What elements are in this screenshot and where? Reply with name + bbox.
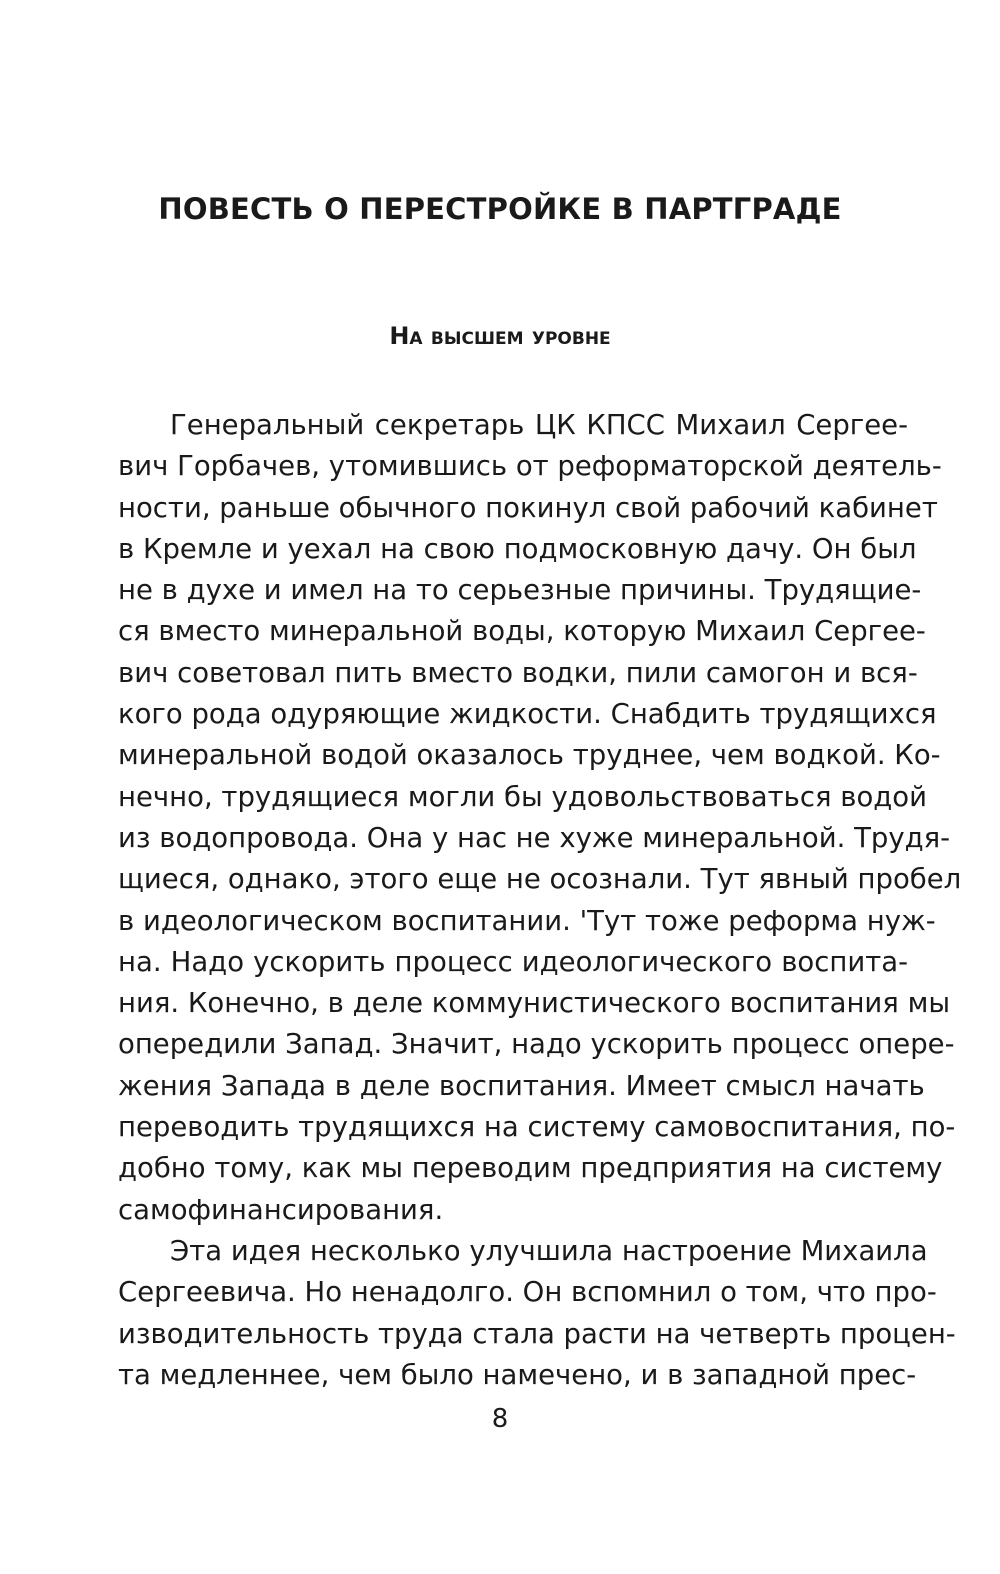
text-line: щиеся, однако, этого еще не осознали. Тут явный пробел — [118, 863, 962, 896]
text-line: Генеральный секретарь ЦК КПСС Михаил Сергее- — [170, 409, 908, 441]
text-line: минеральной водой оказалось труднее, чем водкой. Ко- — [118, 739, 941, 772]
page-number: 8 — [491, 1404, 509, 1434]
text-line: не в духе и имел на то серьезные причины. Трудящие- — [118, 574, 922, 607]
text-line: жения Запада в деле воспитания. Имеет смысл начать — [118, 1069, 925, 1102]
text-line: переводить трудящихся на систему самовоспитания, по- — [118, 1111, 956, 1144]
text-line: самофинансирования. — [118, 1193, 444, 1226]
text-line: опередили Запад. Значит, надо ускорить процесс опере- — [118, 1028, 955, 1061]
text-line: из водопровода. Она у нас не хуже минеральной. Трудя- — [118, 821, 951, 854]
paragraph-1 — [118, 405, 962, 1231]
text-line: в идеологическом воспитании. 'Тут тоже реформа нуж- — [118, 904, 936, 937]
text-line: кого рода одуряющие жидкости. Снабдить трудящихся — [118, 698, 937, 731]
paragraph-2 — [118, 1231, 956, 1396]
text-line: ся вместо минеральной воды, которую Михаил Сергее- — [118, 615, 926, 648]
text-line: ния. Конечно, в деле коммунистического воспитания мы — [118, 987, 951, 1020]
body-text — [118, 405, 962, 1396]
text-line: нечно, трудящиеся могли бы удовольствоваться водой — [118, 780, 927, 813]
text-line: вич советовал пить вместо водки, пили самогон и вся- — [118, 656, 918, 689]
text-line: в Кремле и уехал на свою подмосковную дачу. Он был — [118, 532, 917, 565]
text-line: вич Горбачев, утомившись от реформаторской деятель- — [118, 450, 942, 483]
text-line: Эта идея несколько улучшила настроение Михаила — [170, 1234, 928, 1267]
text-line: добно тому, как мы переводим предприятия на систему — [118, 1152, 943, 1185]
text-line: та медленнее, чем было намечено, и в западной прес- — [118, 1358, 917, 1391]
text-line: на. Надо ускорить процесс идеологического воспита- — [118, 945, 908, 978]
text-line: ности, раньше обычного покинул свой рабочий кабинет — [118, 491, 938, 524]
chapter-title: ПОВЕСТЬ О ПЕРЕСТРОЙКЕ В ПАРТГРАДЕ — [158, 192, 842, 226]
text-line: изводительность труда стала расти на четверть процен- — [118, 1317, 956, 1350]
text-line: Сергеевича. Но ненадолго. Он вспомнил о том, что про- — [118, 1276, 937, 1309]
section-subtitle: На высшем уровне — [389, 322, 611, 350]
